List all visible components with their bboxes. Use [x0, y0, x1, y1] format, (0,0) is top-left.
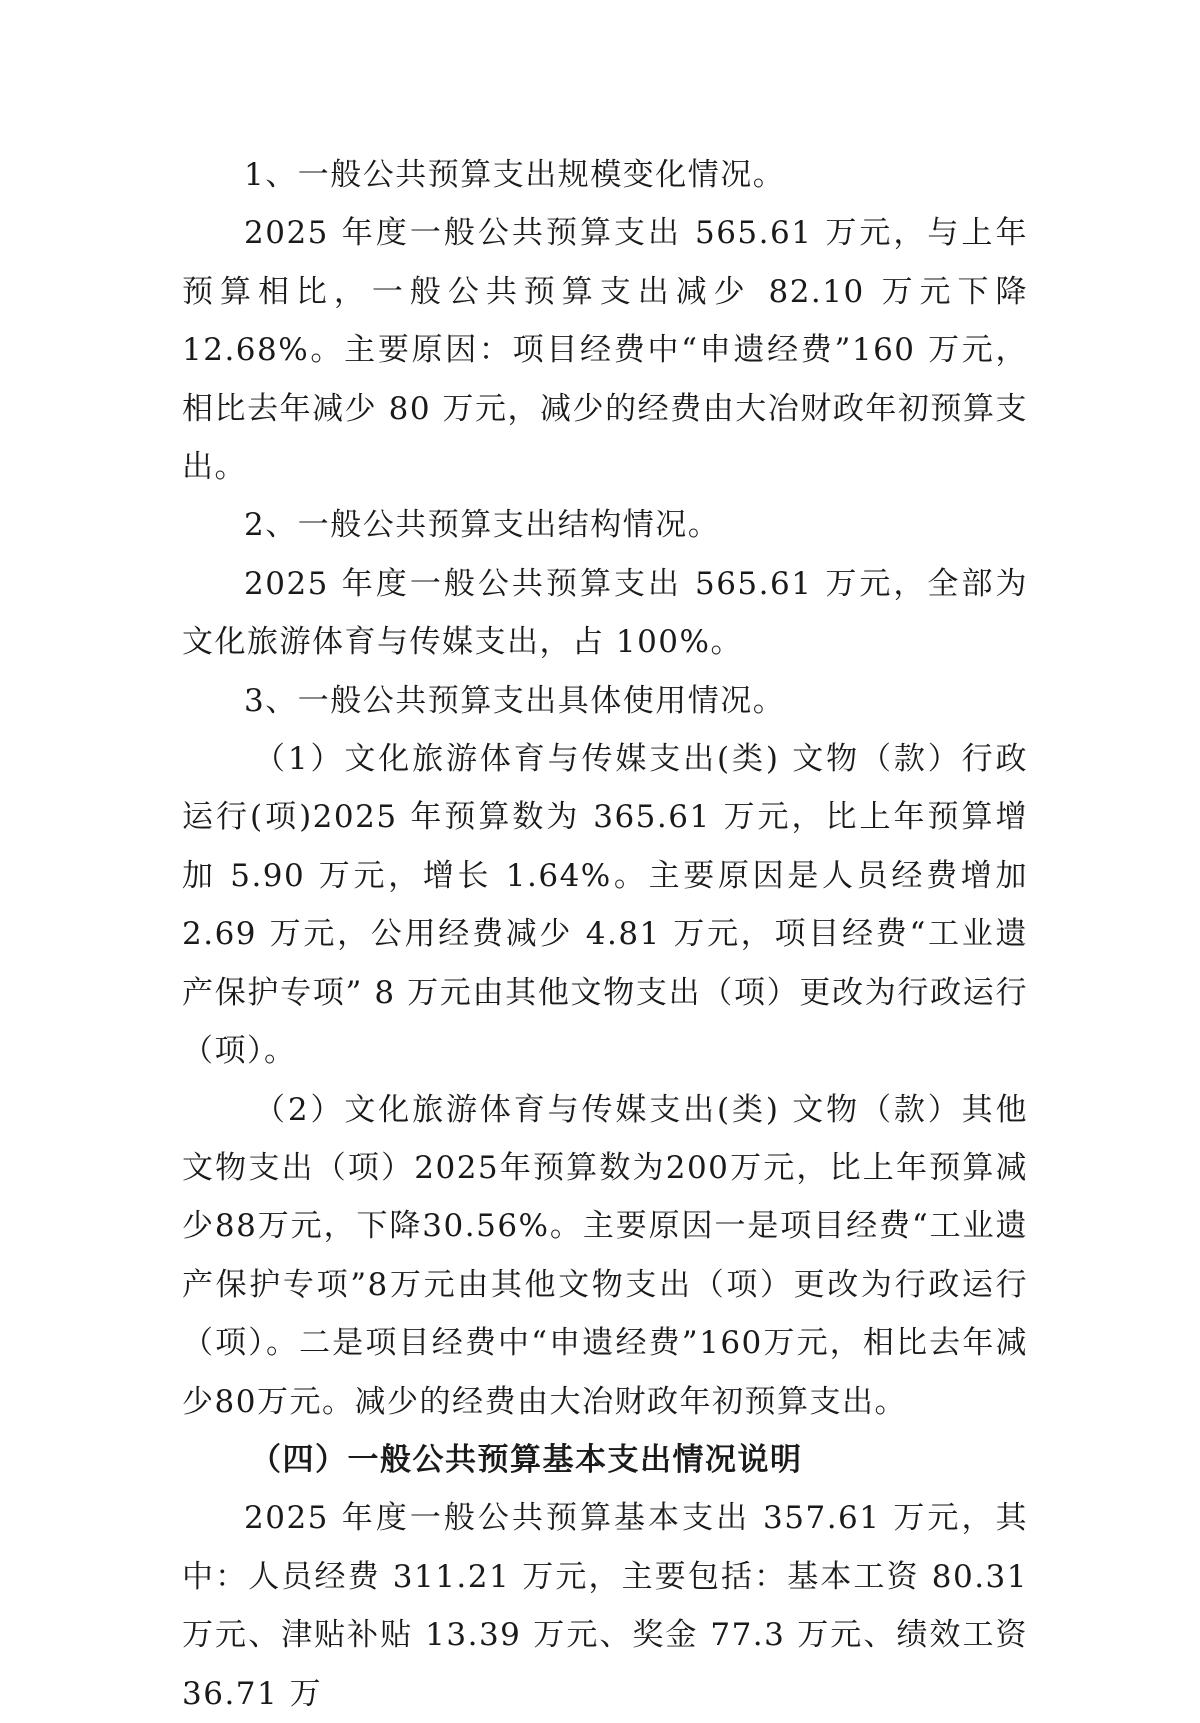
paragraph-3: 2、一般公共预算支出结构情况。	[244, 507, 721, 544]
document-body	[182, 146, 1028, 1723]
paragraph-6: （1）文化旅游体育与传媒支出(类) 文物（款）行政运行(项)2025 年预算数为 365.61 万元，比上年预算增加 5.90 万元，增长 1.64%。主要原因是人员经费增加 2.69 万元，公用经费减少 4.81 万元，项目经费“工业遗产保护专项” 8 万元由其他文物支出（项）更改为行政运行（项）。	[182, 741, 1028, 1070]
paragraph-4: 2025 年度一般公共预算支出 565.61 万元，全部为文化旅游体育与传媒支出，占 100%。	[182, 565, 1028, 661]
paragraph-9: 2025 年度一般公共预算基本支出 357.61 万元，其中：人员经费 311.21 万元，主要包括：基本工资 80.31 万元、津贴补贴 13.39 万元、奖金 77.3 万元、绩效工资 36.71 万	[182, 1500, 1028, 1712]
paragraph-7: （2）文化旅游体育与传媒支出(类) 文物（款）其他文物支出（项）2025年预算数为200万元，比上年预算减少88万元，下降30.56%。主要原因一是项目经费“工业遗产保护专项”8万元由其他文物支出（项）更改为行政运行（项）。二是项目经费中“申遗经费”160万元，相比去年减少80万元。减少的经费由大冶财政年初预算支出。	[182, 1091, 1028, 1420]
paragraph-5: 3、一般公共预算支出具体使用情况。	[244, 682, 786, 719]
section-heading: （四）一般公共预算基本支出情况说明	[250, 1441, 803, 1478]
paragraph-1: 1、一般公共预算支出规模变化情况。	[244, 157, 786, 193]
paragraph-2: 2025 年度一般公共预算支出 565.61 万元，与上年预算相比，一般公共预算支出减少 82.10 万元下降 12.68%。主要原因：项目经费中“申遗经费”160 万元，相比去年减少 80 万元，减少的经费由大冶财政年初预算支出。	[182, 215, 1028, 486]
